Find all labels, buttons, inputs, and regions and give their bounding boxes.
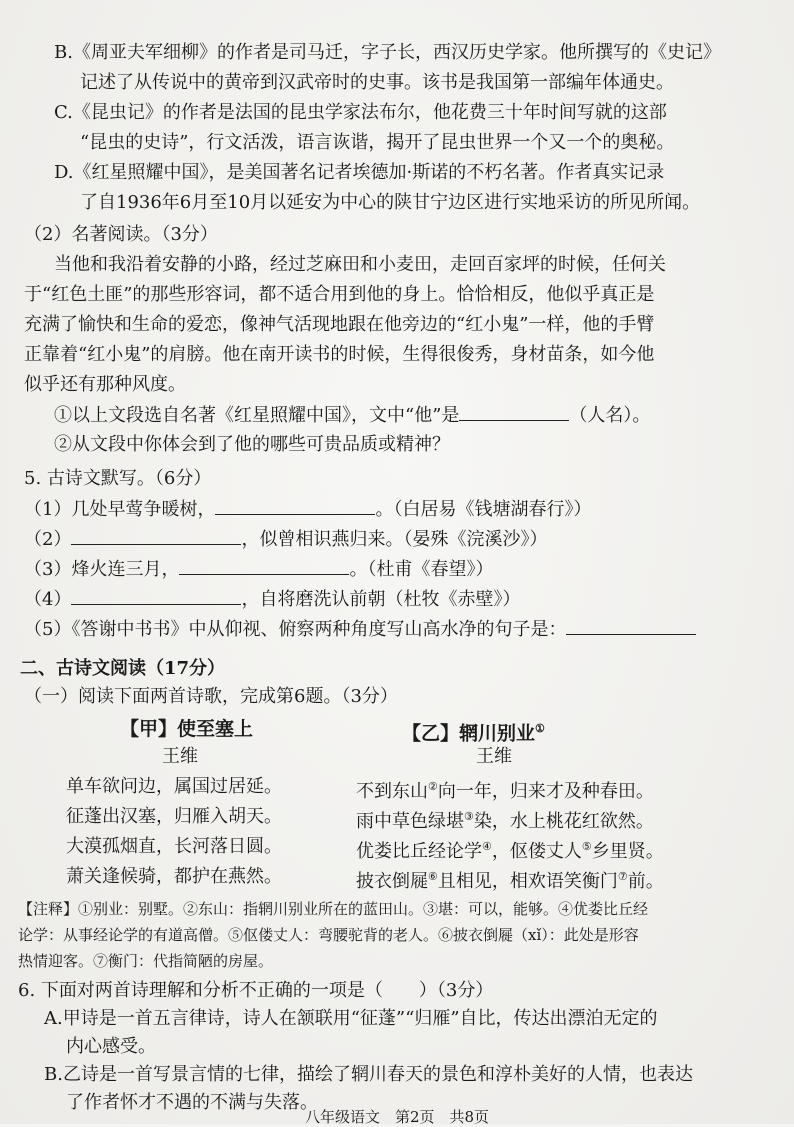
poem-a-line: 大漠孤烟直，长河落日圆。 bbox=[66, 836, 282, 857]
footnote-mark: ③ bbox=[464, 810, 474, 823]
page-footer: 八年级语文 第2页 共8页 bbox=[304, 1108, 490, 1126]
q5-item2 bbox=[24, 526, 547, 553]
answer-blank-person-name[interactable] bbox=[459, 402, 569, 421]
poem-b-author: 王维 bbox=[476, 746, 512, 767]
poem-b-title bbox=[402, 714, 545, 748]
q5-item3 bbox=[24, 556, 493, 583]
q4-option-d-line1: D.《红星照耀中国》，是美国著名记者埃德加·斯诺的不朽名著。作者真实记录 bbox=[54, 162, 665, 183]
q5-item5-prefix: （5）《答谢中书书》中从仰视、俯察两种角度写山高水净的句子是： bbox=[24, 619, 567, 640]
q4-2-question2: ②从文段中你体会到了他的哪些可贵品质或精神？ bbox=[54, 434, 450, 455]
q4-option-c-line1: C.《昆虫记》的作者是法国的昆虫学家法布尔，他花费三十年时间写就的这部 bbox=[54, 102, 667, 123]
passage-line: 正靠着“红小鬼”的肩膀。他在南开读书的时候，生得很俊秀，身材苗条，如今他 bbox=[24, 344, 655, 365]
passage-line: 似乎还有那种风度。 bbox=[24, 374, 186, 395]
poem-a-line: 征蓬出汉塞，归雁入胡天。 bbox=[66, 806, 282, 827]
poem-a-line: 单车欲问边，属国过居延。 bbox=[66, 776, 282, 797]
poem-a-line: 萧关逢候骑，都护在燕然。 bbox=[66, 866, 282, 887]
q4-option-c-line2: “昆虫的史诗”，行文活泼，语言诙谐，揭开了昆虫世界一个又一个的奥秘。 bbox=[80, 132, 675, 153]
q6-stem: 6. 下面对两首诗理解和分析不正确的一项是（ ）（3分） bbox=[18, 980, 494, 1001]
q4-2-question1-suffix: （人名）。 bbox=[569, 405, 651, 426]
poem-b-text: 优娄比丘经论学 bbox=[356, 841, 482, 862]
notes-line: 【注释】①别业：别墅。②东山：指辋川别业所在的蓝田山。③堪：可以，能够。④优娄比丘经 bbox=[18, 900, 649, 918]
poem-b-text: 乡里贤。 bbox=[591, 841, 664, 862]
poem-b-line bbox=[356, 862, 664, 897]
q5-item1 bbox=[24, 496, 591, 523]
answer-blank-q5-3[interactable] bbox=[179, 556, 349, 575]
q5-item2-prefix: （2） bbox=[24, 529, 72, 550]
poem-b-text: 前。 bbox=[627, 871, 664, 892]
poem-b-text: 染，水上桃花红欲然。 bbox=[473, 811, 654, 832]
answer-blank-q5-2[interactable] bbox=[71, 526, 241, 545]
q4-option-d-line2: 了自1936年6月至10月以延安为中心的陕甘宁边区进行实地采访的所见所闻。 bbox=[80, 192, 701, 213]
notes-line: 热情迎客。⑦衡门：代指简陋的房屋。 bbox=[18, 952, 274, 970]
poem-b-title-footnote: ① bbox=[535, 722, 545, 735]
answer-blank-q5-1[interactable] bbox=[215, 496, 375, 515]
q5-item3-prefix: （3）烽火连三月， bbox=[24, 559, 180, 580]
poem-a-author: 王维 bbox=[162, 746, 198, 767]
poem-b-text: 不到东山 bbox=[356, 781, 428, 802]
passage-line: 于“红色土匪”的那些形容词，都不适合用到他的身上。恰恰相反，他似乎真正是 bbox=[24, 284, 655, 305]
q4-2-question1 bbox=[54, 402, 650, 429]
poem-b-text: 向一年，归来才及种春田。 bbox=[437, 781, 654, 802]
poem-b-text: 且相见，相欢语笑衡门 bbox=[437, 871, 618, 892]
poem-b-text: 雨中草色绿堪 bbox=[356, 811, 464, 832]
footnote-mark: ⑦ bbox=[617, 870, 628, 883]
q5-heading: 5. 古诗文默写。（6分） bbox=[24, 468, 212, 489]
q4-option-b-line2: 记述了从传说中的黄帝到汉武帝时的史事。该书是我国第一部编年体通史。 bbox=[80, 72, 674, 93]
footnote-mark: ② bbox=[428, 780, 438, 793]
poem-b-text: ，伛偻丈人 bbox=[491, 841, 582, 862]
section2-heading: 二、古诗文阅读（17分） bbox=[20, 658, 226, 679]
q6-option-a-line2: 内心感受。 bbox=[66, 1036, 156, 1057]
q5-item1-suffix: 。（白居易《钱塘湖春行》） bbox=[375, 499, 592, 520]
q5-item5 bbox=[24, 616, 696, 643]
poem-a-title: 【甲】使至塞上 bbox=[120, 718, 254, 740]
passage-line: 当他和我沿着安静的小路，经过芝麻田和小麦田，走回百家坪的时候，任何关 bbox=[54, 254, 666, 275]
poem-b-text: 披衣倒屣 bbox=[356, 871, 428, 892]
answer-blank-q5-5[interactable] bbox=[566, 616, 696, 635]
q4-2-question1-text: ①以上文段选自名著《红星照耀中国》，文中“他”是 bbox=[54, 405, 460, 426]
q6-option-b-line2: 了作者怀才不遇的不满与失落。 bbox=[66, 1092, 318, 1113]
q5-item1-prefix: （1）几处早莺争暖树， bbox=[24, 499, 216, 520]
footnote-mark: ⑤ bbox=[581, 840, 592, 853]
q5-item2-suffix: ，似曾相识燕归来。（晏殊《浣溪沙》） bbox=[241, 529, 548, 550]
q5-item4-prefix: （4） bbox=[24, 589, 72, 610]
q6-option-a-line1: A.甲诗是一首五言律诗，诗人在颔联用“征蓬”“归雁”自比，传达出漂泊无定的 bbox=[44, 1008, 658, 1029]
passage-line: 充满了愉快和生命的爱恋，像神气活现地跟在他旁边的“红小鬼”一样，他的手臂 bbox=[24, 314, 655, 335]
q4-option-b-line1: B.《周亚夫军细柳》的作者是司马迁，字子长，西汉历史学家。他所撰写的《史记》 bbox=[54, 42, 721, 63]
answer-blank-q5-4[interactable] bbox=[71, 586, 241, 605]
q6-option-b-line1: B.乙诗是一首写景言情的七律，描绘了辋川春天的景色和淳朴美好的人情，也表达 bbox=[44, 1064, 693, 1085]
notes-line: 论学：从事经论学的有道高僧。⑤伛偻丈人：弯腰驼背的老人。⑥披衣倒屣（xǐ）：此处是形容 bbox=[18, 926, 639, 944]
section2-subheading: （一）阅读下面两首诗歌，完成第6题。（3分） bbox=[24, 686, 398, 707]
footnote-mark: ⑥ bbox=[428, 870, 438, 883]
q5-item4 bbox=[24, 586, 520, 613]
poem-b-title-text: 【乙】辋川别业 bbox=[402, 722, 536, 745]
q5-item3-suffix: 。（杜甫《春望》） bbox=[349, 559, 494, 580]
footnote-mark: ④ bbox=[482, 840, 492, 853]
q5-item4-suffix: ，自将磨洗认前朝（杜牧《赤壁》） bbox=[241, 589, 521, 610]
q4-2-heading: （2）名著阅读。（3分） bbox=[24, 224, 218, 245]
